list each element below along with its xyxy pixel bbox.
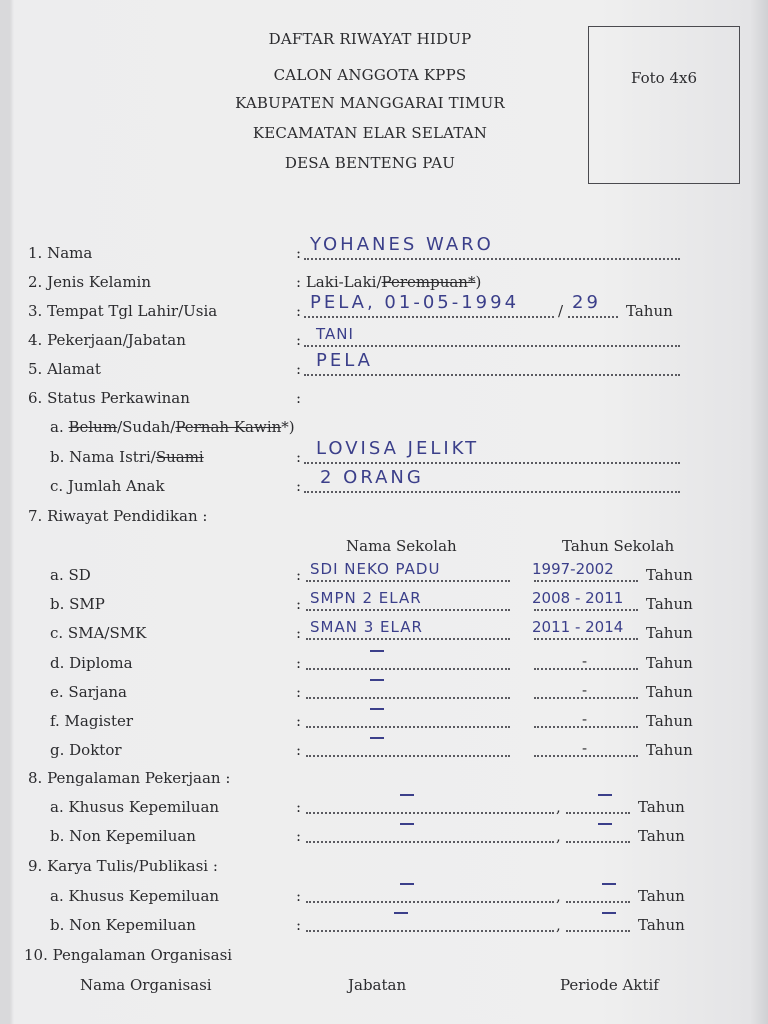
dotted-line [304, 316, 554, 318]
col-jabatan: Jabatan [348, 976, 407, 994]
education-row [10, 589, 750, 619]
education-school: SMAN 3 ELAR [310, 618, 423, 636]
value-usia: 29 [572, 292, 601, 313]
dotted-line [534, 580, 638, 582]
empty-dash [602, 883, 616, 885]
education-years: 2011 - 2014 [532, 618, 624, 636]
dotted-line [534, 638, 638, 640]
dotted-line [306, 901, 554, 903]
section-publikasi [10, 857, 750, 881]
label-ttl: 3. Tempat Tgl Lahir/Usia [28, 302, 218, 320]
unit-tahun: Tahun [646, 654, 693, 672]
comma: , [556, 887, 561, 905]
unit-tahun: Tahun [646, 741, 693, 759]
dotted-line [304, 374, 680, 376]
unit-tahun: Tahun [646, 683, 693, 701]
dotted-line [304, 491, 680, 493]
field-anak [10, 467, 750, 501]
unit-tahun: Tahun [626, 302, 673, 320]
empty-dash [598, 794, 612, 796]
dotted-line [568, 316, 618, 318]
colon: : [296, 448, 302, 466]
label-pub-khusus: a. Khusus Kepemiluan [50, 887, 220, 905]
header-line-kpps: CALON ANGGOTA KPPS [273, 66, 467, 84]
label-nama: 1. Nama [28, 244, 93, 262]
empty-dash [370, 650, 384, 652]
education-level: f. Magister [50, 712, 134, 730]
photo-box [588, 26, 740, 184]
education-row [10, 618, 750, 648]
dotted-line [306, 812, 554, 814]
unit-tahun: Tahun [638, 916, 685, 934]
education-years: 1997-2002 [532, 560, 614, 578]
label-jenis-kelamin: 2. Jenis Kelamin [28, 273, 151, 291]
colon: : [296, 566, 302, 584]
education-level: c. SMA/SMK [50, 624, 147, 642]
header-line-kabupaten: KABUPATEN MANGGARAI TIMUR [235, 94, 505, 112]
year-separator: - [582, 681, 588, 699]
colon: : [296, 916, 302, 934]
dotted-line [566, 841, 630, 843]
education-school: SMPN 2 ELAR [310, 589, 422, 607]
education-row [10, 741, 750, 765]
empty-dash [400, 794, 414, 796]
header-line-desa: DESA BENTENG PAU [284, 154, 456, 172]
colon: : [296, 331, 302, 349]
empty-dash [370, 679, 384, 681]
field-alamat [10, 350, 750, 384]
value-ttl: PELA, 01-05-1994 [310, 292, 520, 313]
unit-tahun: Tahun [646, 624, 693, 642]
colon: : [296, 595, 302, 613]
value-nama: YOHANES WARO [310, 234, 494, 255]
col-nama-organisasi: Nama Organisasi [80, 976, 212, 994]
value-alamat: PELA [316, 350, 373, 371]
empty-dash [400, 823, 414, 825]
education-level: a. SD [50, 566, 91, 584]
unit-tahun: Tahun [646, 595, 693, 613]
work-row-non [10, 827, 750, 851]
empty-dash [370, 737, 384, 739]
education-header [10, 537, 750, 561]
colon: : [296, 741, 302, 759]
dotted-line [306, 755, 510, 757]
dotted-line [534, 609, 638, 611]
colon: : [296, 827, 302, 845]
section-pendidikan [10, 507, 750, 531]
education-years: 2008 - 2011 [532, 589, 624, 607]
dotted-line [304, 345, 680, 347]
label-pengalaman-pekerjaan: 8. Pengalaman Pekerjaan : [28, 769, 231, 787]
unit-tahun: Tahun [638, 887, 685, 905]
field-pekerjaan [10, 325, 750, 355]
label-anak: c. Jumlah Anak [50, 477, 165, 495]
year-separator: - [582, 652, 588, 670]
year-separator: - [582, 739, 588, 757]
label-pub-non: b. Non Kepemiluan [50, 916, 196, 934]
section-organisasi [10, 946, 750, 970]
form-paper [10, 0, 760, 1024]
colon: : [296, 798, 302, 816]
dotted-line [306, 930, 554, 932]
value-istri: LOVISA JELIKT [316, 438, 480, 459]
education-level: d. Diploma [50, 654, 133, 672]
colon: : [296, 654, 302, 672]
unit-tahun: Tahun [646, 712, 693, 730]
education-row [10, 560, 750, 590]
label-work-non: b. Non Kepemiluan [50, 827, 196, 845]
label-alamat: 5. Alamat [28, 360, 101, 378]
field-status [10, 389, 750, 413]
unit-tahun: Tahun [638, 798, 685, 816]
col-periode-aktif: Periode Aktif [560, 976, 659, 994]
dotted-line [306, 697, 510, 699]
empty-dash [370, 708, 384, 710]
dotted-line [306, 609, 510, 611]
unit-tahun: Tahun [646, 566, 693, 584]
form-title: DAFTAR RIWAYAT HIDUP [268, 30, 472, 48]
empty-dash [598, 823, 612, 825]
field-ttl [10, 292, 750, 326]
colon: : [296, 887, 302, 905]
dotted-line [306, 841, 554, 843]
comma: , [556, 798, 561, 816]
pub-row-non [10, 916, 750, 940]
colon: : [296, 302, 302, 320]
separator-slash: / [558, 302, 564, 320]
label-status: 6. Status Perkawinan [28, 389, 190, 407]
dotted-line [306, 580, 510, 582]
dotted-line [304, 258, 680, 260]
year-separator: - [582, 710, 588, 728]
value-status: a. Belum/Sudah/Pernah Kawin*) [50, 418, 295, 436]
col-nama-sekolah: Nama Sekolah [346, 537, 457, 555]
colon: : [296, 624, 302, 642]
dotted-line [306, 668, 510, 670]
dotted-line [306, 726, 510, 728]
education-row [10, 712, 750, 736]
colon: : [296, 389, 302, 407]
dotted-line [306, 638, 510, 640]
education-level: g. Doktor [50, 741, 122, 759]
value-jenis-kelamin: : Laki-Laki/Perempuan*) [296, 273, 482, 291]
section-pekerjaan [10, 769, 750, 793]
empty-dash [400, 883, 414, 885]
education-row [10, 654, 750, 678]
label-organisasi: 10. Pengalaman Organisasi [24, 946, 233, 964]
colon: : [296, 244, 302, 262]
dotted-line [566, 812, 630, 814]
pub-row-khusus [10, 887, 750, 911]
comma: , [556, 916, 561, 934]
colon: : [296, 712, 302, 730]
empty-dash [602, 912, 616, 914]
label-publikasi: 9. Karya Tulis/Publikasi : [28, 857, 218, 875]
label-pendidikan: 7. Riwayat Pendidikan : [28, 507, 208, 525]
label-work-khusus: a. Khusus Kepemiluan [50, 798, 220, 816]
value-pekerjaan: TANI [316, 325, 354, 343]
label-istri: b. Nama Istri/Suami [50, 448, 204, 466]
unit-tahun: Tahun [638, 827, 685, 845]
colon: : [296, 360, 302, 378]
work-row-khusus [10, 798, 750, 822]
organization-header [10, 976, 750, 1000]
value-anak: 2 ORANG [320, 467, 424, 488]
dotted-line [566, 901, 630, 903]
empty-dash [394, 912, 408, 914]
education-level: e. Sarjana [50, 683, 127, 701]
col-tahun-sekolah: Tahun Sekolah [562, 537, 675, 555]
photo-label: Foto 4x6 [631, 69, 697, 87]
education-level: b. SMP [50, 595, 105, 613]
colon: : [296, 477, 302, 495]
header-line-kecamatan: KECAMATAN ELAR SELATAN [252, 124, 488, 142]
dotted-line [566, 930, 630, 932]
comma: , [556, 827, 561, 845]
education-school: SDI NEKO PADU [310, 560, 441, 578]
education-row [10, 683, 750, 707]
colon: : [296, 683, 302, 701]
dotted-line [304, 462, 680, 464]
label-pekerjaan: 4. Pekerjaan/Jabatan [28, 331, 186, 349]
field-nama [10, 234, 750, 268]
